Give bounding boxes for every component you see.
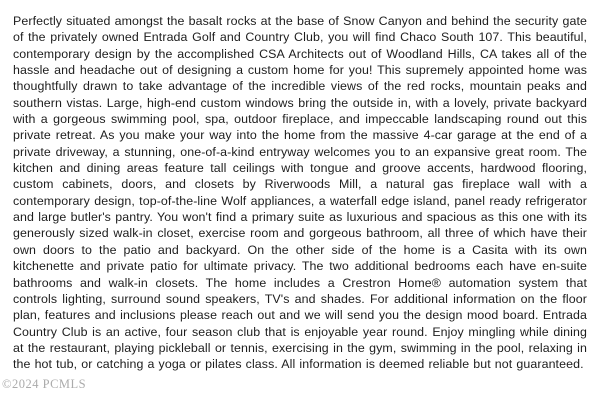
mls-copyright-watermark: ©2024 PCMLS [2,377,87,391]
listing-description-text: Perfectly situated amongst the basalt rocks at the base of Snow Canyon and behind the security gate of the privately owned Entrada Golf and Country Club, you will find Chaco South 107. This beautiful, contemporary design by the accomplished CSA Architects out of Woodland Hills, CA takes all of the hassle and headache out of designing a custom home for you! This supremely appointed home was thoughtfully drawn to take advantage of the incredible views of the red rocks, mountain peaks and southern vistas. Large, high-end custom windows bring the outside in, with a lovely, private backyard with a gorgeous swimming pool, spa, outdoor fireplace, and impeccable landscaping round out this private retreat. As you make your way into the home from the massive 4-car garage at the end of a private driveway, a stunning, one-of-a-kind entryway welcomes you to an expansive great room. The kitchen and dining areas feature tall ceilings with tongue and groove accents, hardwood flooring, custom cabinets, doors, and closets by Riverwoods Mill, a natural gas fireplace wall with a contemporary design, top-of-the-line Wolf appliances, a waterfall edge island, panel ready refrigerator and large butler's pantry. You won't find a primary suite as luxurious and spacious as this one with its generously sized walk-in closet, exercise room and gorgeous bathroom, all three of which have their own doors to the patio and backyard. On the other side of the home is a Casita with its own kitchenette and private patio for ultimate privacy. The two additional bedrooms each have en-suite bathrooms and walk-in closets. The home includes a Crestron Home® automation system that controls lighting, surround sound speakers, TV's and shades. For additional information on the floor plan, features and inclusions please reach out and we will send you the design mood board. Entrada Country Club is an active, four season club that is enjoyable year round. Enjoy mingling while dining at the restaurant, playing pickleball or tennis, exercising in the gym, swimming in the pool, relaxing in the hot tub, or catching a yoga or pilates class. All information is deemed reliable but not guaranteed. [13,14,587,372]
